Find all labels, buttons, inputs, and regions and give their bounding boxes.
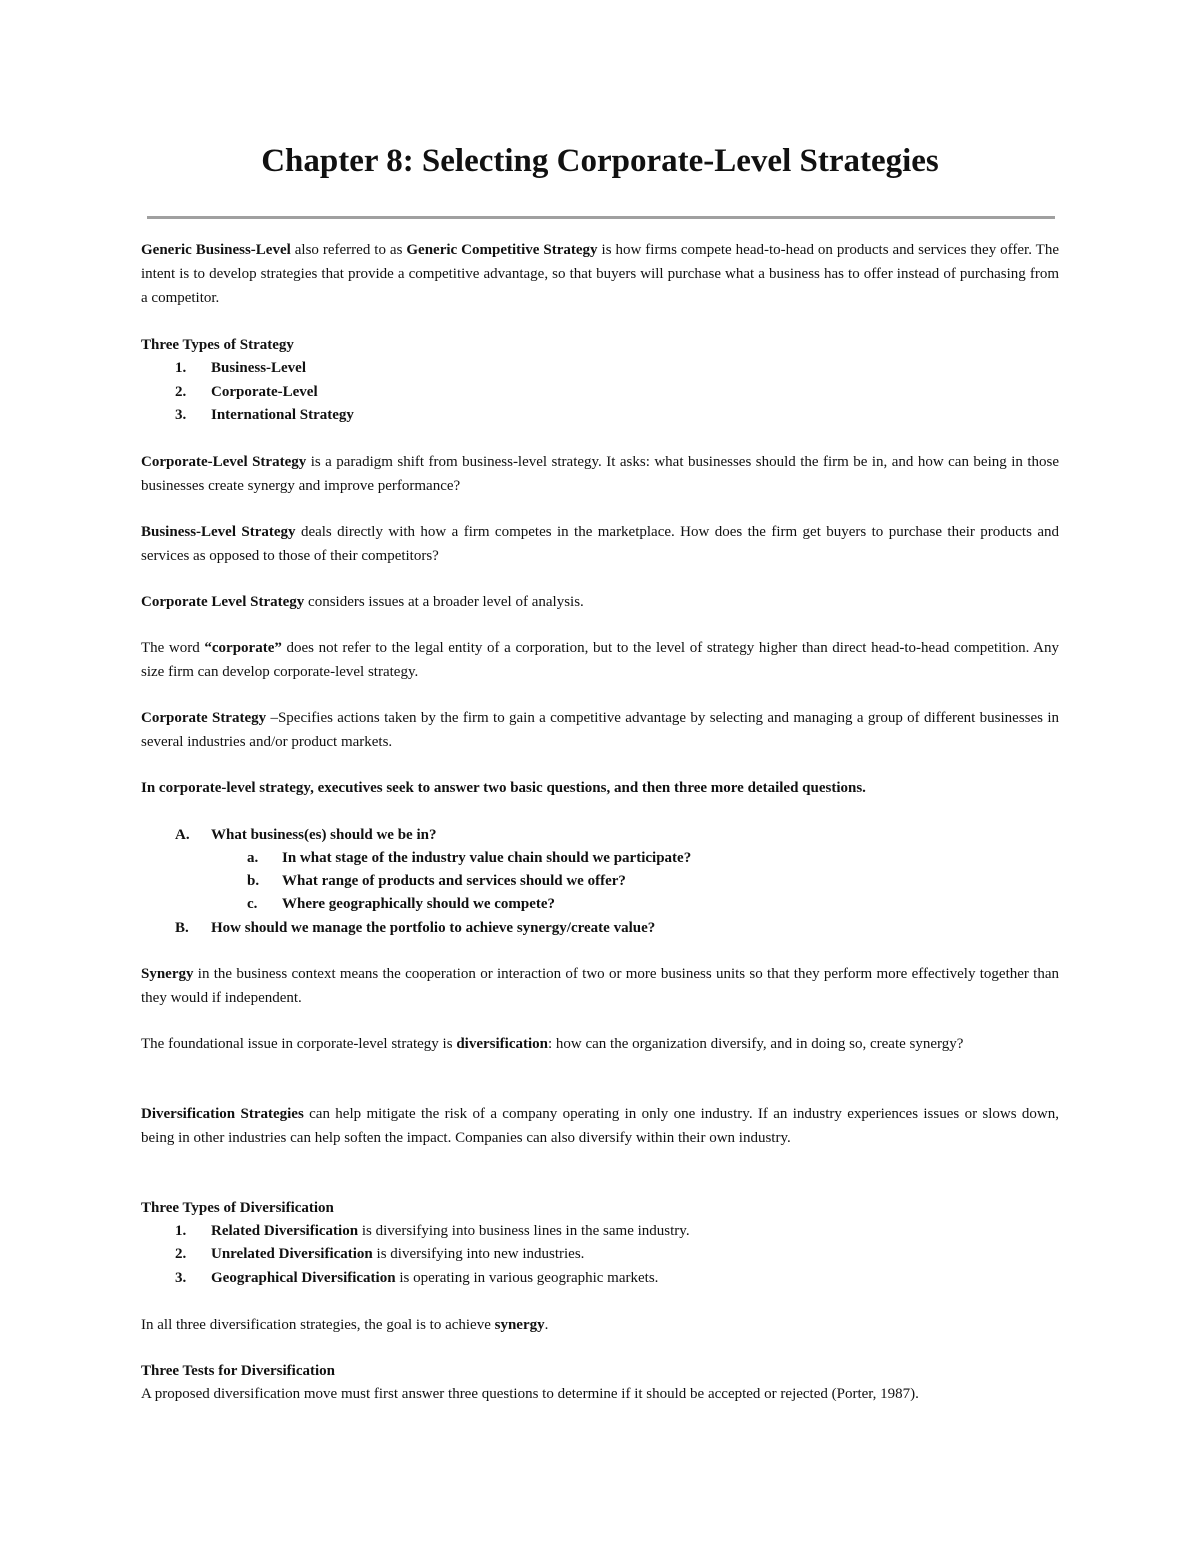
list-item-text [211, 1266, 658, 1290]
question-text: In what stage of the industry value chain should we participate? [282, 850, 692, 866]
list-item-text [211, 1219, 690, 1243]
text-run: The word [141, 640, 205, 656]
question-text: Where geographically should we compete? [282, 896, 556, 912]
term-geographical-diversification: Geographical Diversification [211, 1270, 396, 1286]
paragraph-generic-business-level [141, 238, 1059, 310]
paragraph-diversification-strategies [141, 1102, 1059, 1150]
list-marker: 1. [175, 1223, 187, 1239]
heading-three-types-of-diversification: Three Types of Diversification [141, 1200, 334, 1216]
list-marker: A. [175, 827, 190, 843]
list-item-label: International Strategy [211, 407, 354, 423]
paragraph-tests: A proposed diversification move must first answer three questions to determine if it should be accepted or rejected (Porter, 1987). [141, 1386, 919, 1402]
list-item-label: Corporate-Level [211, 384, 318, 400]
text-run: is how firms compete head-to-head on products and services they offer. The intent is to develop strategies that provide a competitive advantage, so that buyers will purchase what a business has to offer instead of purchasing from a competitor. [141, 242, 1059, 306]
page-title: Chapter 8: Selecting Corporate-Level Strategies [261, 143, 939, 179]
text-run: is operating in various geographic markets. [395, 1270, 659, 1286]
term-related-diversification: Related Diversification [211, 1223, 359, 1239]
question-text: What range of products and services should we offer? [282, 873, 626, 889]
heading-three-types-of-strategy: Three Types of Strategy [141, 337, 294, 353]
list-marker: c. [247, 896, 258, 912]
term-generic-business-level: Generic Business-Level [141, 242, 291, 258]
term-corporate: “corporate” [204, 640, 282, 656]
list-item-text [211, 1242, 584, 1266]
text-run: is a paradigm shift from business-level strategy. It asks: what businesses should the firm be in, and how can being in those businesses create synergy and improve performance? [141, 454, 1059, 494]
term-corporate-level-strategy: Corporate Level Strategy [141, 594, 305, 610]
list-marker: B. [175, 920, 189, 936]
text-run: The foundational issue in corporate-level strategy is [141, 1036, 457, 1052]
list-item-label: Business-Level [211, 360, 307, 376]
question-text: What business(es) should we be in? [211, 827, 437, 843]
term-corporate-level-strategy: Corporate-Level Strategy [141, 454, 307, 470]
list-marker: b. [247, 873, 260, 889]
paragraph-corporate-level-broad [141, 590, 1059, 614]
text-run: . [544, 1317, 549, 1333]
text-run: is diversifying into new industries. [372, 1246, 585, 1262]
paragraph-synergy [141, 962, 1059, 1010]
heading-three-tests-for-diversification: Three Tests for Diversification [141, 1363, 336, 1379]
paragraph-word-corporate [141, 636, 1059, 684]
term-generic-competitive-strategy: Generic Competitive Strategy [406, 242, 598, 258]
text-run: can help mitigate the risk of a company operating in only one industry. If an industry experiences issues or slows down, being in other industries can help soften the impact. Companies can also diversify within their own industry. [141, 1106, 1060, 1146]
term-diversification-strategies: Diversification Strategies [141, 1106, 304, 1122]
term-unrelated-diversification: Unrelated Diversification [211, 1246, 373, 1262]
questions-intro: In corporate-level strategy, executives seek to answer two basic questions, and then three more detailed questions. [141, 780, 866, 796]
text-run: In all three diversification strategies, the goal is to achieve [141, 1317, 495, 1333]
title-divider [147, 216, 1055, 219]
term-diversification: diversification [456, 1036, 548, 1052]
list-marker: a. [247, 850, 259, 866]
paragraph-business-level-strategy [141, 520, 1059, 568]
text-run: does not refer to the legal entity of a corporation, but to the level of strategy higher than direct head-to-head competition. Any size firm can develop corporate-level strategy. [141, 640, 1059, 680]
list-marker: 2. [175, 384, 187, 400]
text-run: : how can the organization diversify, and in doing so, create synergy? [547, 1036, 964, 1052]
text-run: is diversifying into business lines in the same industry. [358, 1223, 690, 1239]
term-corporate-strategy: Corporate Strategy [141, 710, 267, 726]
text-run: deals directly with how a firm competes in the marketplace. How does the firm get buyers to purchase their products and services as opposed to those of their competitors? [141, 524, 1059, 564]
paragraph-corporate-strategy [141, 706, 1059, 754]
question-text: How should we manage the portfolio to achieve synergy/create value? [211, 920, 656, 936]
text-run: considers issues at a broader level of analysis. [304, 594, 584, 610]
text-run: also referred to as [290, 242, 407, 258]
paragraph-foundational-issue [141, 1032, 1059, 1056]
term-business-level-strategy: Business-Level Strategy [141, 524, 296, 540]
list-marker: 3. [175, 407, 187, 423]
paragraph-corporate-level-strategy [141, 450, 1059, 498]
text-run: in the business context means the cooperation or interaction of two or more business units so that they perform more effectively together than they would if independent. [141, 966, 1059, 1006]
paragraph-goal-synergy [141, 1313, 1059, 1337]
text-run: –Specifies actions taken by the firm to gain a competitive advantage by selecting and managing a group of different businesses in several industries and/or product markets. [141, 710, 1059, 750]
list-marker: 3. [175, 1270, 187, 1286]
list-marker: 1. [175, 360, 187, 376]
term-synergy: Synergy [141, 966, 194, 982]
term-synergy: synergy [494, 1317, 545, 1333]
list-marker: 2. [175, 1246, 187, 1262]
